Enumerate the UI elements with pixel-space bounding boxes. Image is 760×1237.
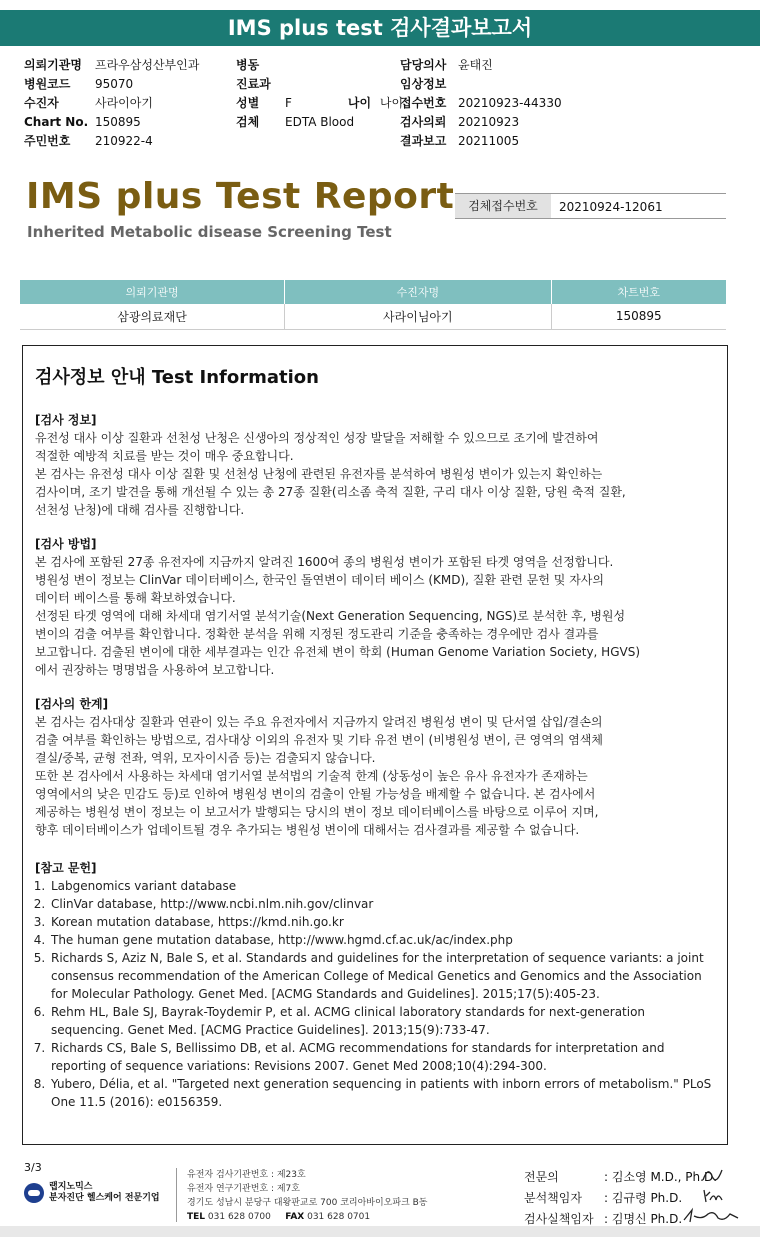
tel-label: TEL	[187, 1212, 206, 1222]
section-title: [참고 문헌]	[35, 861, 97, 875]
table-cell: 150895	[551, 304, 726, 329]
section-line: 또한 본 검사에서 사용하는 차세대 염기서열 분석법의 기술적 한계 (상동성이 높은 유사 유전자가 존재하는	[35, 769, 588, 783]
section-line: 유전성 대사 이상 질환과 선천성 난청은 신생아의 정상적인 성장 발달을 저해할 수 있으므로 조기에 발견하여	[35, 431, 599, 445]
section-line: 에서 권장하는 명명법을 사용하여 보고합니다.	[35, 663, 275, 677]
section-line: 향후 데이터베이스가 업데이트될 경우 추가되는 병원성 변이에 대해서는 검사결과를 제공할 수 없습니다.	[35, 823, 580, 837]
info-value: 150895	[95, 115, 141, 129]
company-info-line: 유전자 연구기관번호 : 제7호	[187, 1184, 300, 1194]
page-number: 3/3	[24, 1161, 42, 1174]
info-label: 주민번호	[24, 134, 71, 148]
info-value: 95070	[95, 77, 134, 91]
reference-item: 8. Yubero, Délia, et al. "Targeted next generation sequencing in patients with inborn errors of metabolism." PLoS One 11.5 (2016): e0156359.	[49, 1075, 715, 1111]
info-label: 담당의사	[400, 58, 447, 72]
company-contact	[187, 1210, 427, 1224]
table-header: 의뢰기관명	[20, 280, 285, 304]
test-information-box	[22, 345, 728, 1145]
section-line: 선천성 난청)에 대해 검사를 진행합니다.	[35, 503, 245, 517]
signature-2-icon	[700, 1186, 726, 1206]
signer-role: 분석책임자	[524, 1191, 582, 1205]
section-test-method	[35, 535, 715, 679]
reference-item: 3. Korean mutation database, https://kmd.nih.go.kr	[49, 913, 715, 931]
section-line: 본 검사에 포함된 27종 유전자에 지금까지 알려진 1600여 종의 병원성 변이가 포함된 타겟 영역을 선정합니다.	[35, 555, 614, 569]
section-line: 본 검사는 유전성 대사 이상 질환 및 선천성 난청에 관련된 유전자를 분석하여 병원성 변이가 있는지 확인하는	[35, 467, 603, 481]
section-line: 본 검사는 검사대상 질환과 연관이 있는 주요 유전자에서 지금까지 알려진 병원성 변이 및 단서열 삽입/결손의	[35, 715, 603, 729]
info-value: 윤태진	[458, 58, 493, 72]
specimen-number-label: 검체접수번호	[455, 194, 551, 218]
report-header-title: IMS plus test 검사결과보고서	[0, 10, 760, 46]
info-value: 20210923	[458, 115, 520, 129]
section-line: 데이터 베이스를 통해 확보하였습니다.	[35, 591, 236, 605]
table-header: 차트번호	[551, 280, 726, 304]
sex-value: F	[285, 96, 292, 110]
info-value: 20211005	[458, 134, 520, 148]
section-test-limitations	[35, 695, 715, 839]
bottom-strip	[0, 1226, 760, 1237]
test-information-heading: 검사정보 안내 Test Information	[35, 367, 319, 388]
table-cell: 삼광의료재단	[20, 304, 285, 329]
info-column-2	[236, 56, 403, 132]
section-title: [검사 방법]	[35, 537, 97, 551]
reference-item: 5. Richards S, Aziz N, Bale S, et al. Standards and guidelines for the interpretation of sequence variants: a joint consensus recommendation of the American College of Medical Genetics and Genomics and the Association for Molecular Pathology. Genet Med. [ACMG Standards and Guidelines]. 2015;17(5):405-23.	[49, 949, 715, 1003]
report-subtitle: Inherited Metabolic disease Screening Test	[27, 223, 392, 241]
specimen-type-label: 검체	[236, 115, 260, 129]
reference-item: 1. Labgenomics variant database	[49, 877, 715, 895]
specimen-number-value: 20210924-12061	[559, 200, 663, 214]
section-line: 변이의 검출 여부를 확인합니다. 정확한 분석을 위해 지정된 정도관리 기준을 충족하는 경우에만 검사 결과를	[35, 627, 599, 641]
info-label: Chart No.	[24, 115, 89, 129]
info-value: 20210923-44330	[458, 96, 562, 110]
section-line: 선정된 타겟 영역에 대해 차세대 염기서열 분석기술(Next Generation Sequencing, NGS)로 분석한 후, 병원성	[35, 609, 626, 623]
signer-name: : 김규령 Ph.D.	[604, 1191, 683, 1205]
signer-name: : 김소영 M.D., Ph.D.	[604, 1170, 718, 1184]
logo-line-2: 분자진단 헬스케어 전문기업	[49, 1193, 160, 1203]
info-value: 사라이아기	[95, 96, 153, 110]
reference-item: 7. Richards CS, Bale S, Bellissimo DB, et al. ACMG recommendations for standards for interpretation and reporting of sequence variations: Revisions 2007. Genet Med 2008;10(4):294-300.	[49, 1039, 715, 1075]
fax-value: 031 628 0701	[307, 1212, 371, 1222]
info-label: 병원코드	[24, 77, 71, 91]
table-cell: 사라이님아기	[285, 304, 551, 329]
footer	[0, 1152, 760, 1237]
section-references	[35, 859, 715, 1111]
company-info-line: 경기도 성남시 분당구 대왕판교로 700 코리아바이오파크 B동	[187, 1198, 428, 1208]
info-label: 수진자	[24, 96, 59, 110]
table-row	[20, 304, 726, 329]
age-value: 나이	[379, 96, 404, 110]
section-title: [검사의 한계]	[35, 697, 109, 711]
reference-item: 2. ClinVar database, http://www.ncbi.nlm.nih.gov/clinvar	[49, 895, 715, 913]
section-title: [검사 정보]	[35, 413, 97, 427]
clinic-label: 진료과	[236, 77, 271, 91]
logo-mark-icon	[24, 1183, 44, 1203]
info-column-3	[400, 56, 562, 151]
tel-value: 031 628 0700	[207, 1212, 271, 1222]
reference-item: 6. Rehm HL, Bale SJ, Bayrak-Toydemir P, et al. ACMG clinical laboratory standards for next-generation sequencing. Genet Med. [ACMG Practice Guidelines]. 2013;15(9):733-47.	[49, 1003, 715, 1039]
info-label: 접수번호	[400, 96, 447, 110]
patient-table	[20, 280, 726, 330]
signer-name: : 김명신 Ph.D.	[604, 1212, 683, 1226]
section-line: 병원성 변이 정보는 ClinVar 데이터베이스, 한국인 돌연변이 데이터 베이스 (KMD), 질환 관련 문헌 및 자사의	[35, 573, 604, 587]
section-test-info	[35, 411, 715, 519]
section-line: 적절한 예방적 치료를 받는 것이 매우 중요합니다.	[35, 449, 294, 463]
section-line: 영역에서의 낮은 민감도 등)로 인하여 병원성 변이의 검출이 안될 가능성을 배제할 수 없습니다. 본 검사에서	[35, 787, 596, 801]
info-label: 의뢰기관명	[24, 58, 82, 72]
specimen-number-box	[455, 193, 726, 219]
footer-divider	[176, 1168, 177, 1222]
specimen-type-value: EDTA Blood	[285, 115, 355, 129]
signature-3-icon	[682, 1206, 742, 1226]
reference-list	[35, 877, 715, 1111]
info-value: 프라우삼성산부인과	[95, 58, 200, 72]
section-line: 검출 여부를 확인하는 방법으로, 검사대상 이외의 유전자 및 기타 유전 변이 (비병원성 변이, 큰 영역의 염색체	[35, 733, 603, 747]
section-line: 결실/중복, 균형 전좌, 역위, 모자이시즘 등)는 검출되지 않습니다.	[35, 751, 376, 765]
signer-role: 검사실책임자	[524, 1212, 594, 1226]
company-logo	[24, 1182, 160, 1204]
reference-item: 4. The human gene mutation database, http://www.hgmd.cf.ac.uk/ac/index.php	[49, 931, 715, 949]
company-info-line: 유전자 검사기관번호 : 제23호	[187, 1170, 306, 1180]
sex-label: 성별	[236, 96, 260, 110]
section-line: 제공하는 병원성 변이 정보는 이 보고서가 발행되는 당시의 변이 정보 데이터베이스를 바탕으로 이루어 지며,	[35, 805, 599, 819]
info-value: 210922-4	[95, 134, 153, 148]
info-column-1	[24, 56, 199, 151]
info-label: 검사의뢰	[400, 115, 447, 129]
age-label: 나이	[347, 96, 372, 110]
logo-line-1: 랩지노믹스	[49, 1182, 93, 1192]
section-line: 보고합니다. 검출된 변이에 대한 세부결과는 인간 유전체 변이 학회 (Human Genome Variation Society, HGVS)	[35, 645, 641, 659]
table-header: 수진자명	[285, 280, 551, 304]
section-line: 검사이며, 조기 발견을 통해 개선될 수 있는 총 27종 질환(리소좀 축적 질환, 구리 대사 이상 질환, 당원 축적 질환,	[35, 485, 626, 499]
dept-label: 병동	[236, 58, 260, 72]
info-label: 결과보고	[400, 134, 447, 148]
signer-role: 전문의	[524, 1170, 559, 1184]
report-title: IMS plus Test Report	[26, 176, 455, 217]
company-info	[187, 1168, 427, 1224]
signature-1-icon	[700, 1164, 726, 1184]
fax-label: FAX	[285, 1212, 305, 1222]
info-label: 임상정보	[400, 77, 447, 91]
